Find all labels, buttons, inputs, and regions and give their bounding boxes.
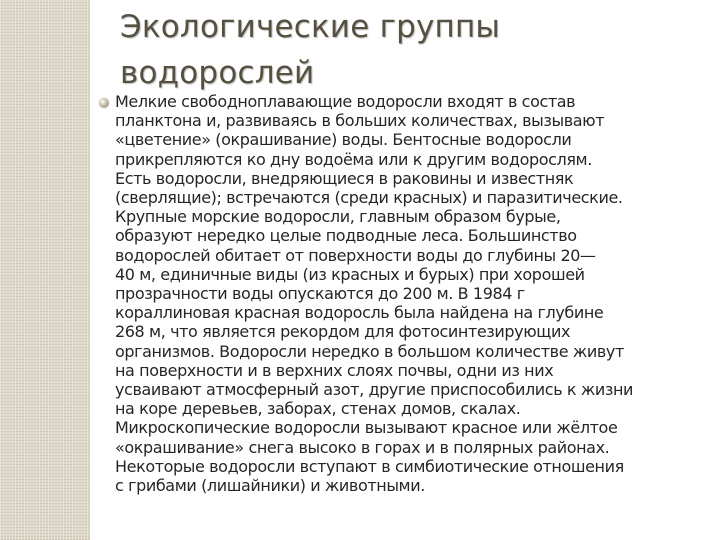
slide-body-text: Мелкие свободноплавающие водоросли входят в состав планктона и, развиваясь в больших количествах, вызывают «цветение» (окрашивание) воды. Бентосные водоросли прикрепляются ко дну водоёма или к другим водорослям. Есть водоросли, внедряющиеся в раковины и известняк (сверлящие); встречаются (среди красных) и паразитические. Крупные морские водоросли, главным образом бурые, образуют нередко целые подводные леса. Большинство водорослей обитает от поверхности воды до глубины 20— 40 м, единичные виды (из красных и бурых) при хорошей прозрачности воды опускаются до 200 м. В 1984 г кораллиновая красная водоросль была найдена на глубине 268 м, что является рекордом для фотосинтезирующих организмов. Водоросли нередко в большом количестве живут на поверхности и в верхних слоях почвы, одни из них усваивают атмосферный азот, другие приспособились к жизни на коре деревьев, заборах, стенах домов, скалах. Микроскопические водоросли вызывают красное или жёлтое «окрашивание» снега высоко в горах и в полярных районах. Некоторые водоросли вступают в симбиотические отношения с грибами (лишайники) и животными.: [115, 92, 634, 496]
decorative-sidebar: [0, 0, 90, 540]
slide-title: Экологические группы водорослей: [120, 9, 501, 91]
bullet-icon: [99, 98, 109, 108]
